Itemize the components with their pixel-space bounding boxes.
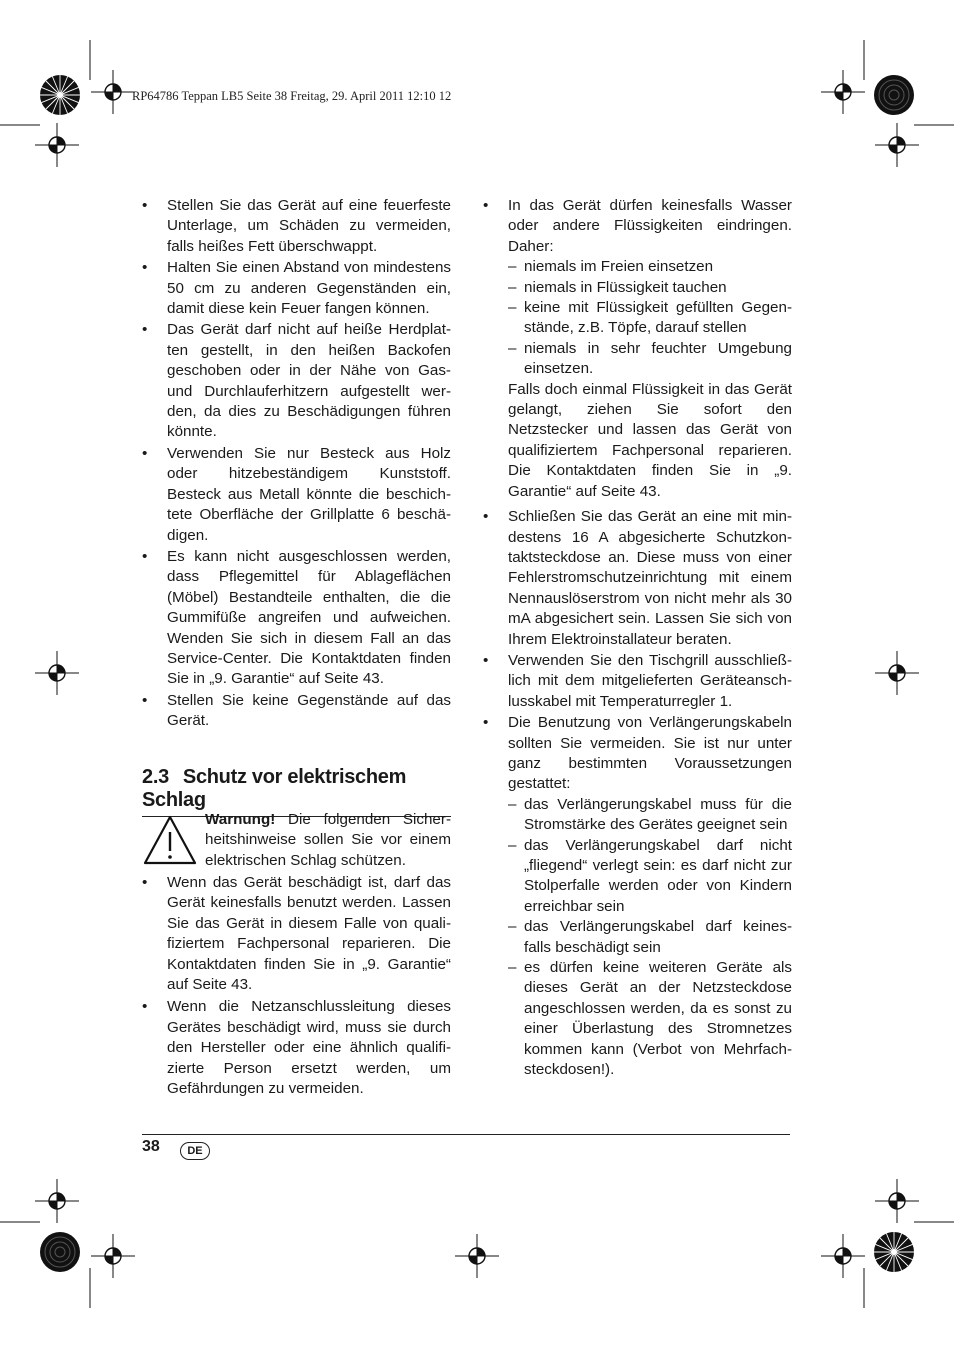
left-column [142, 196, 451, 733]
list-item: • Verwenden Sie nur Besteck aus Holz oder hitzebeständigem Kunststoff. Besteck aus Metall könnte die beschichtete Oberfläche der Grillplatte 6 beschädigen. [142, 444, 451, 544]
dash-item: – niemals im Freien einsetzen [508, 258, 714, 276]
list-item: • Es kann nicht ausgeschlossen werden, dass Pflegemittel für Ablageflächen (Möbel) Bestandteile enthalten, die die Gummifüße angreifen und aufweichen. Wenden Sie sich in diesem Fall an das Service-Center. Die Kontaktdaten finden Sie in „9. Garantie“ auf Seite 43. [142, 547, 451, 688]
dash-item: – niemals in Flüssigkeit tauchen [508, 278, 727, 296]
print-slug: RP64786 Teppan LB5 Seite 38 Freitag, 29. April 2011 12:10 12 [132, 89, 452, 103]
warning-label: Warnung! [205, 811, 276, 828]
dash-item: – das Verlängerungskabel darf keinesfalls beschädigt sein [508, 918, 792, 956]
dash-item: – niemals in sehr feuchter Umgebung einsetzen. [508, 339, 792, 378]
page-number: 38 [142, 1138, 160, 1155]
language-badge: DE [180, 1142, 210, 1160]
section-title: Schutz vor elektrischem Schlag [142, 766, 407, 811]
list-item: • Stellen Sie das Gerät auf eine feuerfeste Unterlage, um Schäden zu vermeiden, falls heißes Fett überschwappt. [142, 197, 451, 255]
dash-item: – das Verlängerungskabel darf nicht „fliegend“ verlegt sein: es darf nicht zur Stolperfalle werden oder von Kindern erreichbar sein [508, 836, 792, 915]
list-item: • In das Gerät dürfen keinesfalls Wasser oder andere Flüssigkeiten eindringen. Daher: – niemals im Freien einsetzen – niemals in Flüssigkeit tauchen – keine mit Flüssigkeit gefüllten Gegenstände, z.B. Töpfe, darauf stellen – niemals in sehr feuchter Umgebung einsetzen. Falls doch einmal Flüssigkeit in das Gerät gelangt, ziehen Sie sofort den Netzstecker und lassen das Gerät von qualifiziertem Fachpersonal reparieren. Die Kontaktdaten finden Sie in „9. Garantie“ auf Seite 43. [483, 196, 792, 502]
list-item: • Das Gerät darf nicht auf heiße Herdplatten gestellt, in den heißen Backofen geschoben oder in der Nähe von Gas- und Durchlauferhitzern aufgestellt werden, da dies zu Beschädigungen führen könnte. [142, 321, 451, 441]
footer-rule [142, 1134, 790, 1135]
list-item: • Schließen Sie das Gerät an eine mit mindestens 16 A abgesicherte Schutzkontaktsteckdose an. Diese muss von einer Fehlerstromschutzeinrichtung mit einem Nennauslöserstrom von nicht mehr als 30 mA abgesichert sein. Lassen Sie sich von Ihrem Elektroinstallateur beraten. [483, 508, 792, 648]
list-item: • Halten Sie einen Abstand von mindestens 50 cm zu anderen Gegenständen ein, damit diese kein Feuer fangen können. [142, 259, 451, 318]
list-item: • Stellen Sie keine Gegenstände auf das Gerät. [142, 691, 451, 730]
list-item: • Die Benutzung von Verlängerungskabeln sollten Sie vermeiden. Sie ist nur unter ganz bestimmten Voraussetzungen gestattet: – das Verlängerungskabel muss für die Stromstärke des Gerätes geeignet sein – das Verlängerungskabel darf nicht „fliegend“ verlegt sein: es darf nicht zur Stolperfalle werden oder von Kindern erreichbar sein – das Verlängerungskabel darf keinesfalls beschädigt sein – es dürfen keine weiteren Geräte als dieses Gerät an der Netzsteckdose angeschlossen werden, da es sonst zu einer Überlastung des Stromnetzes kommen kann (Verbot von Mehrfachsteckdosen!). [483, 713, 792, 1080]
section-number: 2.3 [142, 766, 169, 788]
list-item: • Wenn die Netzanschlussleitung dieses Gerätes beschädigt wird, muss sie durch den Hersteller oder eine ähnlich qualifizierte Person ersetzt werden, um Gefährdungen zu vermeiden. [142, 998, 451, 1098]
warning-text: Die folgenden Sicherheitshinweise sollen Sie vor einem elektrischen Schlag schützen. [205, 811, 451, 869]
right-column [483, 196, 792, 1081]
list-item: • Wenn das Gerät beschädigt ist, darf das Gerät keinesfalls benutzt werden. Lassen Sie das Gerät in diesem Falle von qualifiziertem Fachpersonal reparieren. Die Kontaktdaten finden Sie in „9. Garantie“ auf Seite 43. [142, 874, 451, 994]
paragraph: Falls doch einmal Flüssigkeit in das Gerät gelangt, ziehen Sie sofort den Netzstecker und lassen das Gerät von qualifiziertem Fachpersonal reparieren. Die Kontaktdaten finden Sie in „9. Garantie“ auf Seite 43. [508, 380, 792, 500]
list-item: • Verwenden Sie den Tischgrill ausschließlich mit dem mitgelieferten Geräteanschlusskabel mit Temperaturregler 1. [483, 651, 792, 710]
warning-box [142, 810, 451, 871]
dash-item: – das Verlängerungskabel muss für die Stromstärke des Gerätes geeignet sein [508, 795, 792, 834]
dash-item: – es dürfen keine weiteren Geräte als dieses Gerät an der Netzsteckdose angeschlossen werden, da es sonst zu einer Überlastung des Stromnetzes kommen kann (Verbot von Mehrfachsteckdosen!). [508, 959, 792, 1079]
dash-item: – keine mit Flüssigkeit gefüllten Gegenstände, z.B. Töpfe, darauf stellen [508, 299, 792, 337]
warning-triangle-icon [142, 814, 198, 866]
left-section-list [142, 873, 451, 1100]
